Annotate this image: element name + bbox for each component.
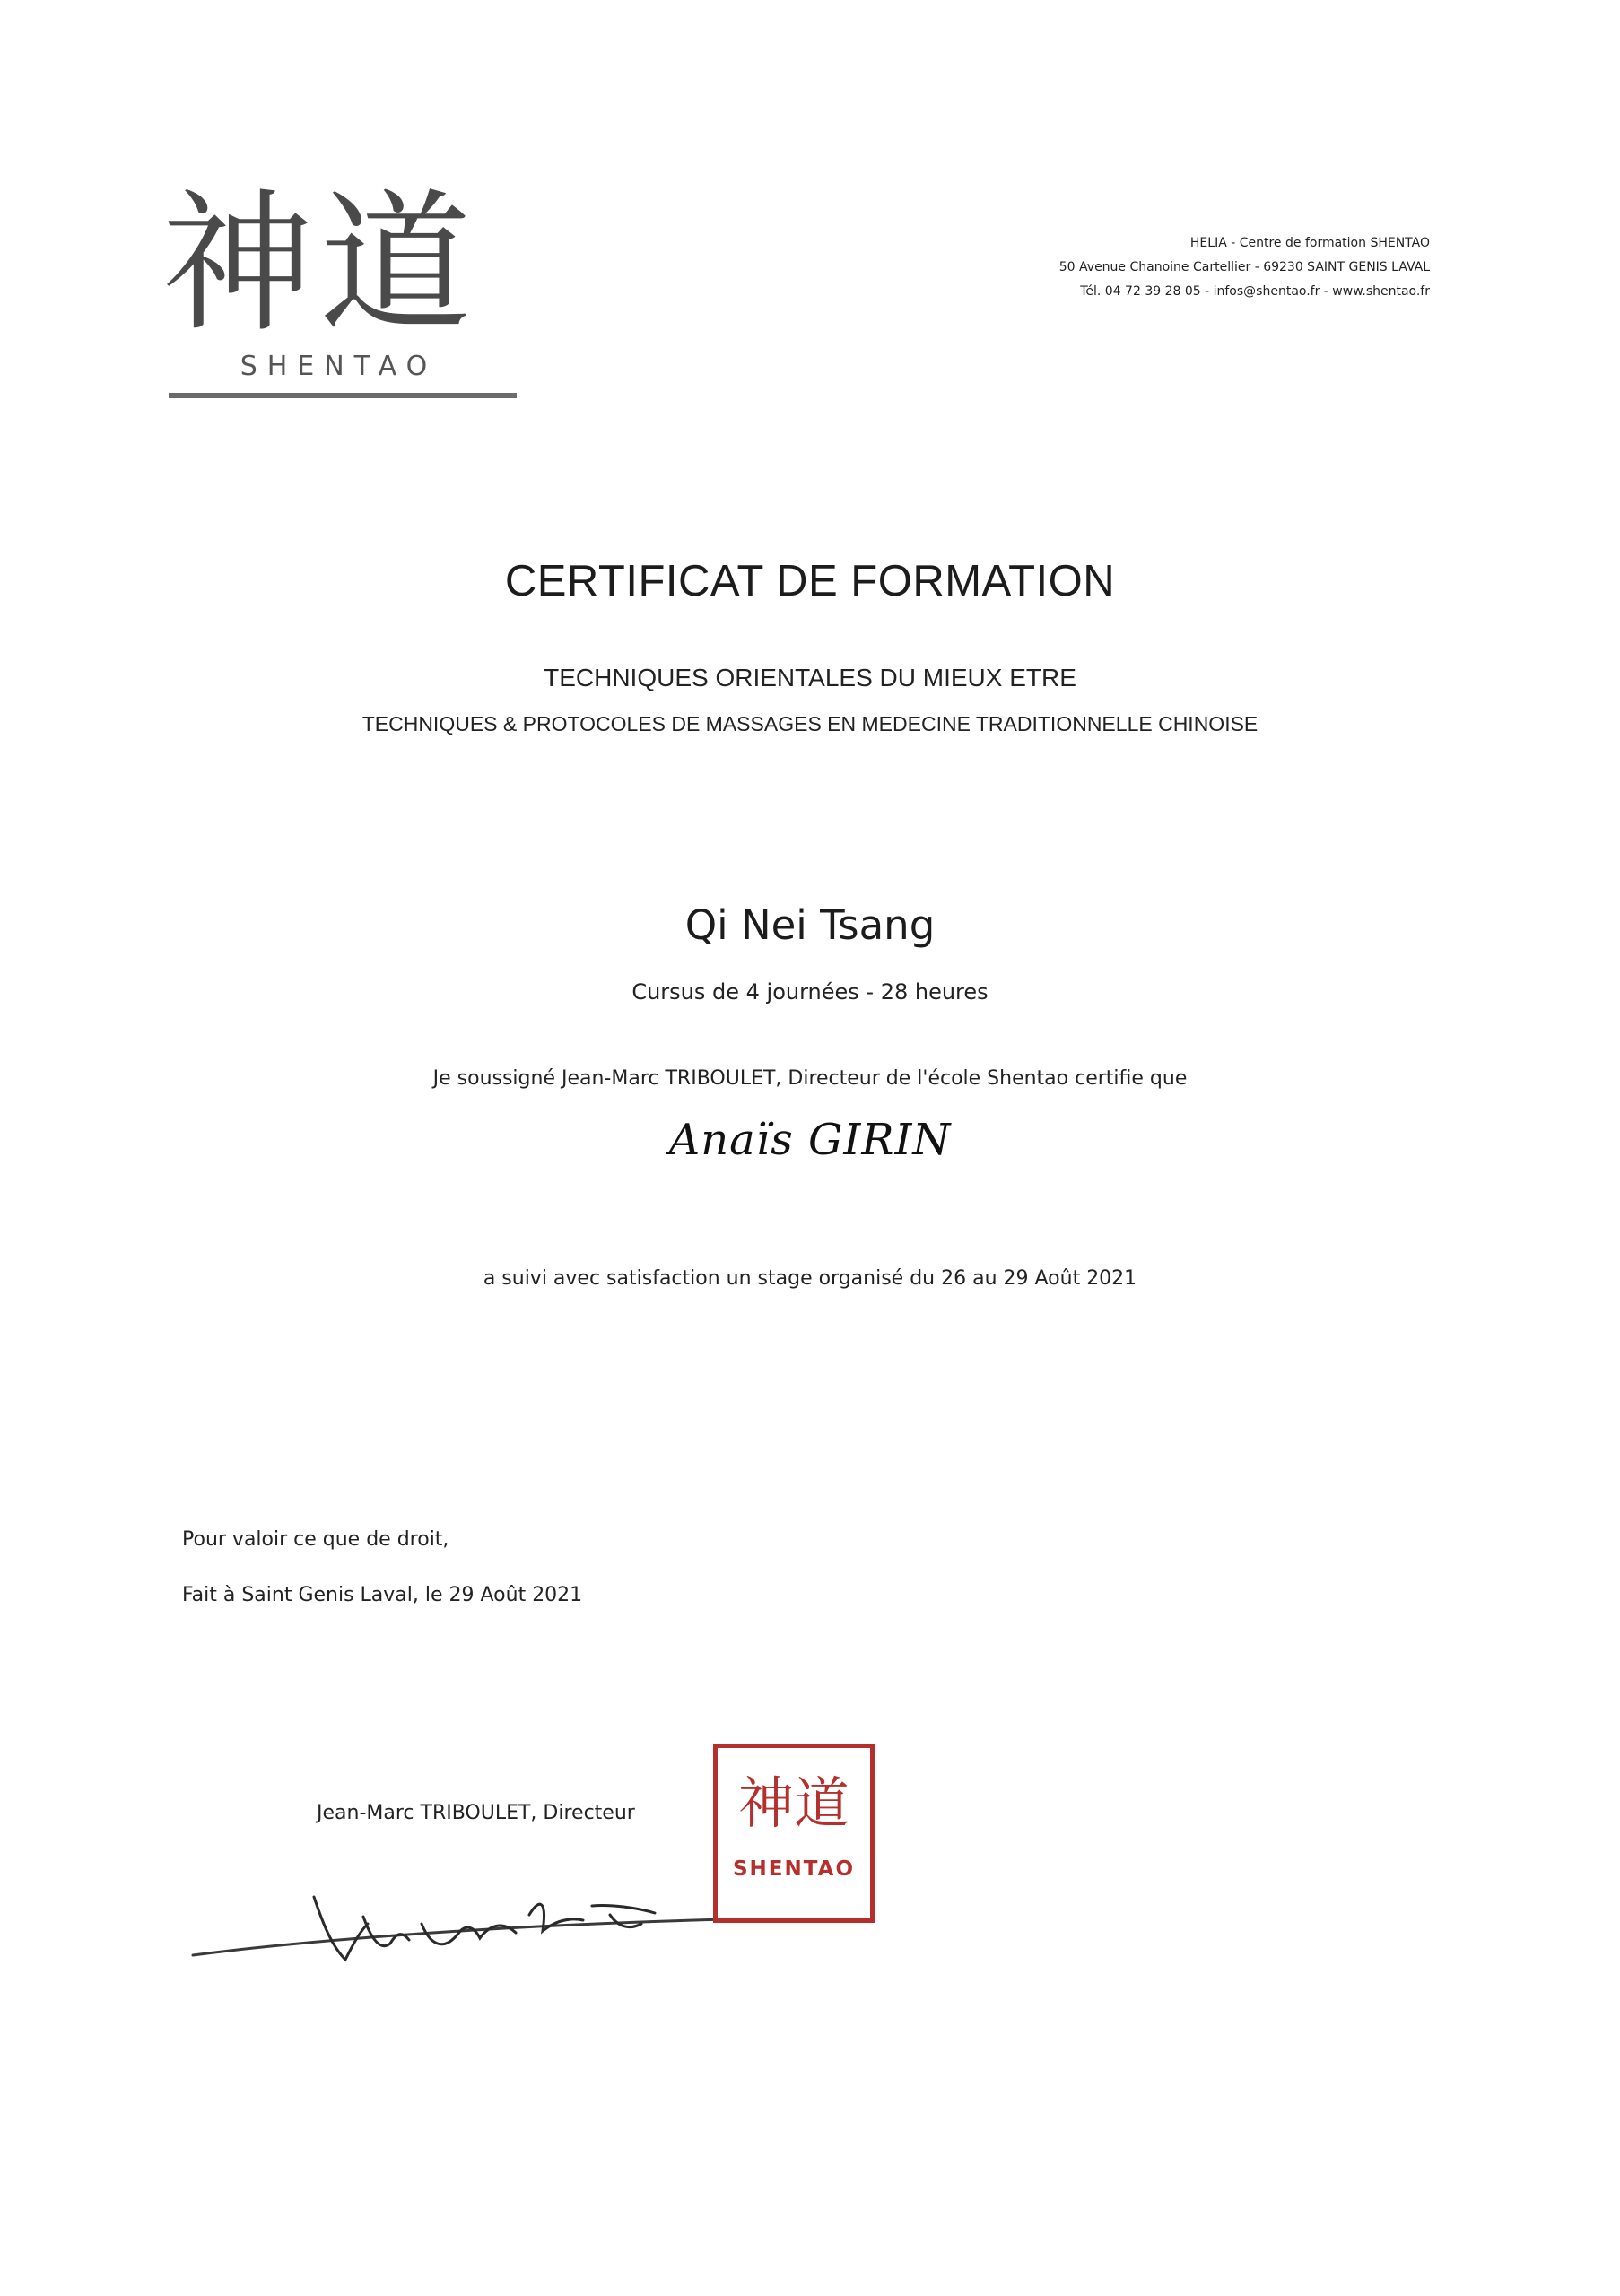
closing-formula: Pour valoir ce que de droit, <box>182 1528 449 1551</box>
place-and-date: Fait à Saint Genis Laval, le 29 Août 2021 <box>182 1584 583 1606</box>
course-duration: Cursus de 4 journées - 28 heures <box>631 979 989 1004</box>
recipient-name: Anaïs GIRIN <box>668 1115 952 1165</box>
address-line-street: 50 Avenue Chanoine Cartellier - 69230 SAINT GENIS LAVAL <box>1058 260 1430 274</box>
stamp-wordmark: SHENTAO <box>732 1857 856 1881</box>
address-line-organization: HELIA - Centre de formation SHENTAO <box>1189 236 1430 250</box>
course-name: Qi Nei Tsang <box>684 901 936 949</box>
certificate-subtitle-detail: TECHNIQUES & PROTOCOLES DE MASSAGES EN MEDECINE TRADITIONNELLE CHINOISE <box>361 712 1259 735</box>
certification-statement: Je soussigné Jean-Marc TRIBOULET, Directeur de l'école Shentao certifie que <box>432 1067 1188 1090</box>
certificate-title: CERTIFICAT DE FORMATION <box>504 557 1116 605</box>
seal-stamp <box>713 1744 875 1923</box>
logo-wordmark: SHENTAO <box>240 351 438 382</box>
handwritten-signature <box>188 1861 727 1973</box>
completion-statement: a suivi avec satisfaction un stage organisé du 26 au 29 Août 2021 <box>483 1267 1137 1290</box>
logo-glyphs: 神道 <box>161 176 478 353</box>
address-line-contact: Tél. 04 72 39 28 05 - infos@shentao.fr - www.shentao.fr <box>1080 284 1430 299</box>
logo-underline <box>169 393 517 398</box>
stamp-glyphs: 神道 <box>737 1770 849 1836</box>
certificate-subtitle: TECHNIQUES ORIENTALES DU MIEUX ETRE <box>544 664 1076 691</box>
signer-name: Jean-Marc TRIBOULET, Directeur <box>317 1802 635 1824</box>
address-block <box>802 231 1430 304</box>
shentao-logo <box>161 175 538 404</box>
